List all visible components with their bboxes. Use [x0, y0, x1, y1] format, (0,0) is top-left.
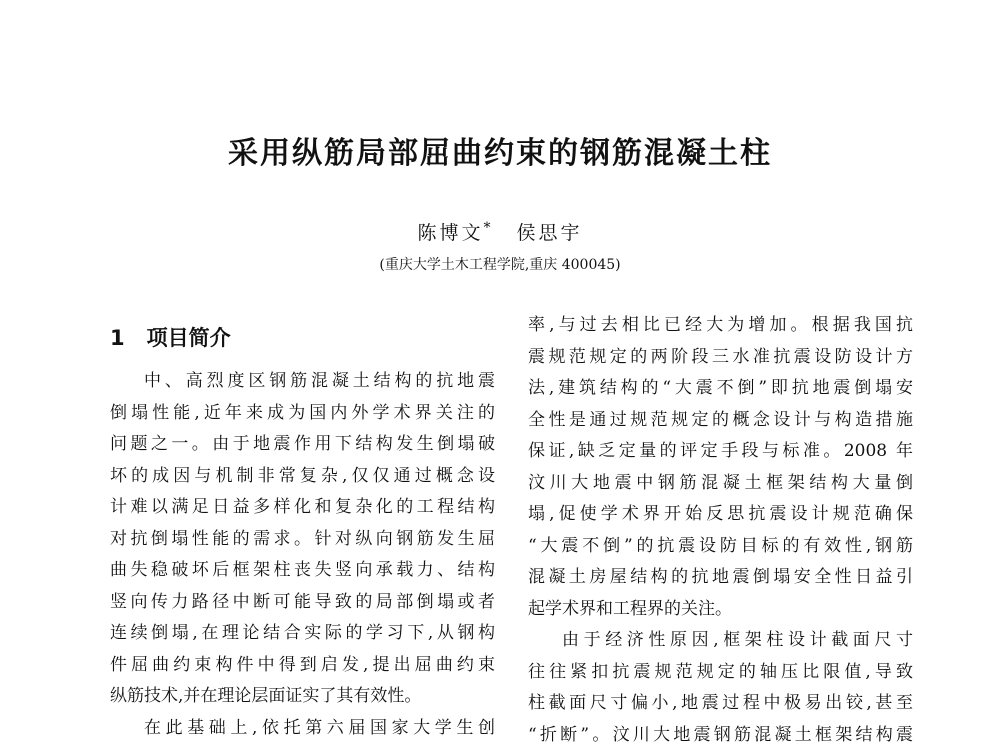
paragraph-line: 倒塌性能,近年来成为国内外学术界关注的 — [110, 398, 495, 430]
affiliation: (重庆大学土木工程学院,重庆 400045) — [0, 254, 1000, 274]
paper-title: 采用纵筋局部屈曲约束的钢筋混凝土柱 — [0, 128, 1000, 172]
paragraph-line: 纵筋技术,并在理论层面证实了其有效性。 — [110, 681, 495, 713]
left-column — [110, 318, 495, 744]
paragraph-line: 柱截面尺寸偏小,地震过程中极易出铰,甚至 — [528, 688, 913, 720]
paragraph-line: 震规范规定的两阶段三水准抗震设防设计方 — [528, 342, 913, 374]
paragraph-line: 计难以满足日益多样化和复杂化的工程结构 — [110, 492, 495, 524]
paragraph-line: 曲失稳破坏后框架柱丧失竖向承载力、结构 — [110, 555, 495, 587]
paragraph-line: 法,建筑结构的“大震不倒”即抗地震倒塌安 — [528, 373, 913, 405]
paragraph-line: 在此基础上,依托第六届国家大学生创 — [110, 713, 495, 745]
paragraph-line: 竖向传力路径中断可能导致的局部倒塌或者 — [110, 587, 495, 619]
paragraph-line: 混凝土房屋结构的抗地震倒塌安全性日益引 — [528, 562, 913, 594]
paragraph-line: 率,与过去相比已经大为增加。根据我国抗 — [528, 310, 913, 342]
paragraph-line: 汶川大地震中钢筋混凝土框架结构大量倒 — [528, 468, 913, 500]
author-line — [0, 218, 1000, 245]
paragraph-line: 塌,促使学术界开始反思抗震设计规范确保 — [528, 499, 913, 531]
author-name: 侯思宇 — [517, 222, 583, 244]
paragraph-line: 坏的成因与机制非常复杂,仅仅通过概念设 — [110, 461, 495, 493]
paragraph-line: 问题之一。由于地震作用下结构发生倒塌破 — [110, 429, 495, 461]
paragraph-line: 由于经济性原因,框架柱设计截面尺寸 — [528, 625, 913, 657]
paragraph-line: 全性是通过规范规定的概念设计与构造措施 — [528, 405, 913, 437]
paragraph-line: 连续倒塌,在理论结合实际的学习下,从钢构 — [110, 618, 495, 650]
paragraph-line: “大震不倒”的抗震设防目标的有效性,钢筋 — [528, 531, 913, 563]
corresponding-author-mark: * — [484, 220, 491, 236]
section-title: 项目简介 — [147, 326, 231, 350]
paragraph-line: “折断”。汶川大地震钢筋混凝土框架结构震 — [528, 720, 913, 751]
paragraph-line: 保证,缺乏定量的评定手段与标准。2008 年 — [528, 436, 913, 468]
paragraph-line: 往往紧扣抗震规范规定的轴压比限值,导致 — [528, 657, 913, 689]
paragraph-line: 对抗倒塌性能的需求。针对纵向钢筋发生屈 — [110, 524, 495, 556]
section-heading — [110, 318, 495, 358]
section-number: 1 — [110, 326, 125, 350]
right-column — [528, 310, 913, 751]
paragraph-line: 件屈曲约束构件中得到启发,提出屈曲约束 — [110, 650, 495, 682]
author-name: 陈博文 — [417, 222, 483, 244]
paragraph-line: 中、高烈度区钢筋混凝土结构的抗地震 — [110, 366, 495, 398]
paragraph-line: 起学术界和工程界的关注。 — [528, 594, 913, 626]
